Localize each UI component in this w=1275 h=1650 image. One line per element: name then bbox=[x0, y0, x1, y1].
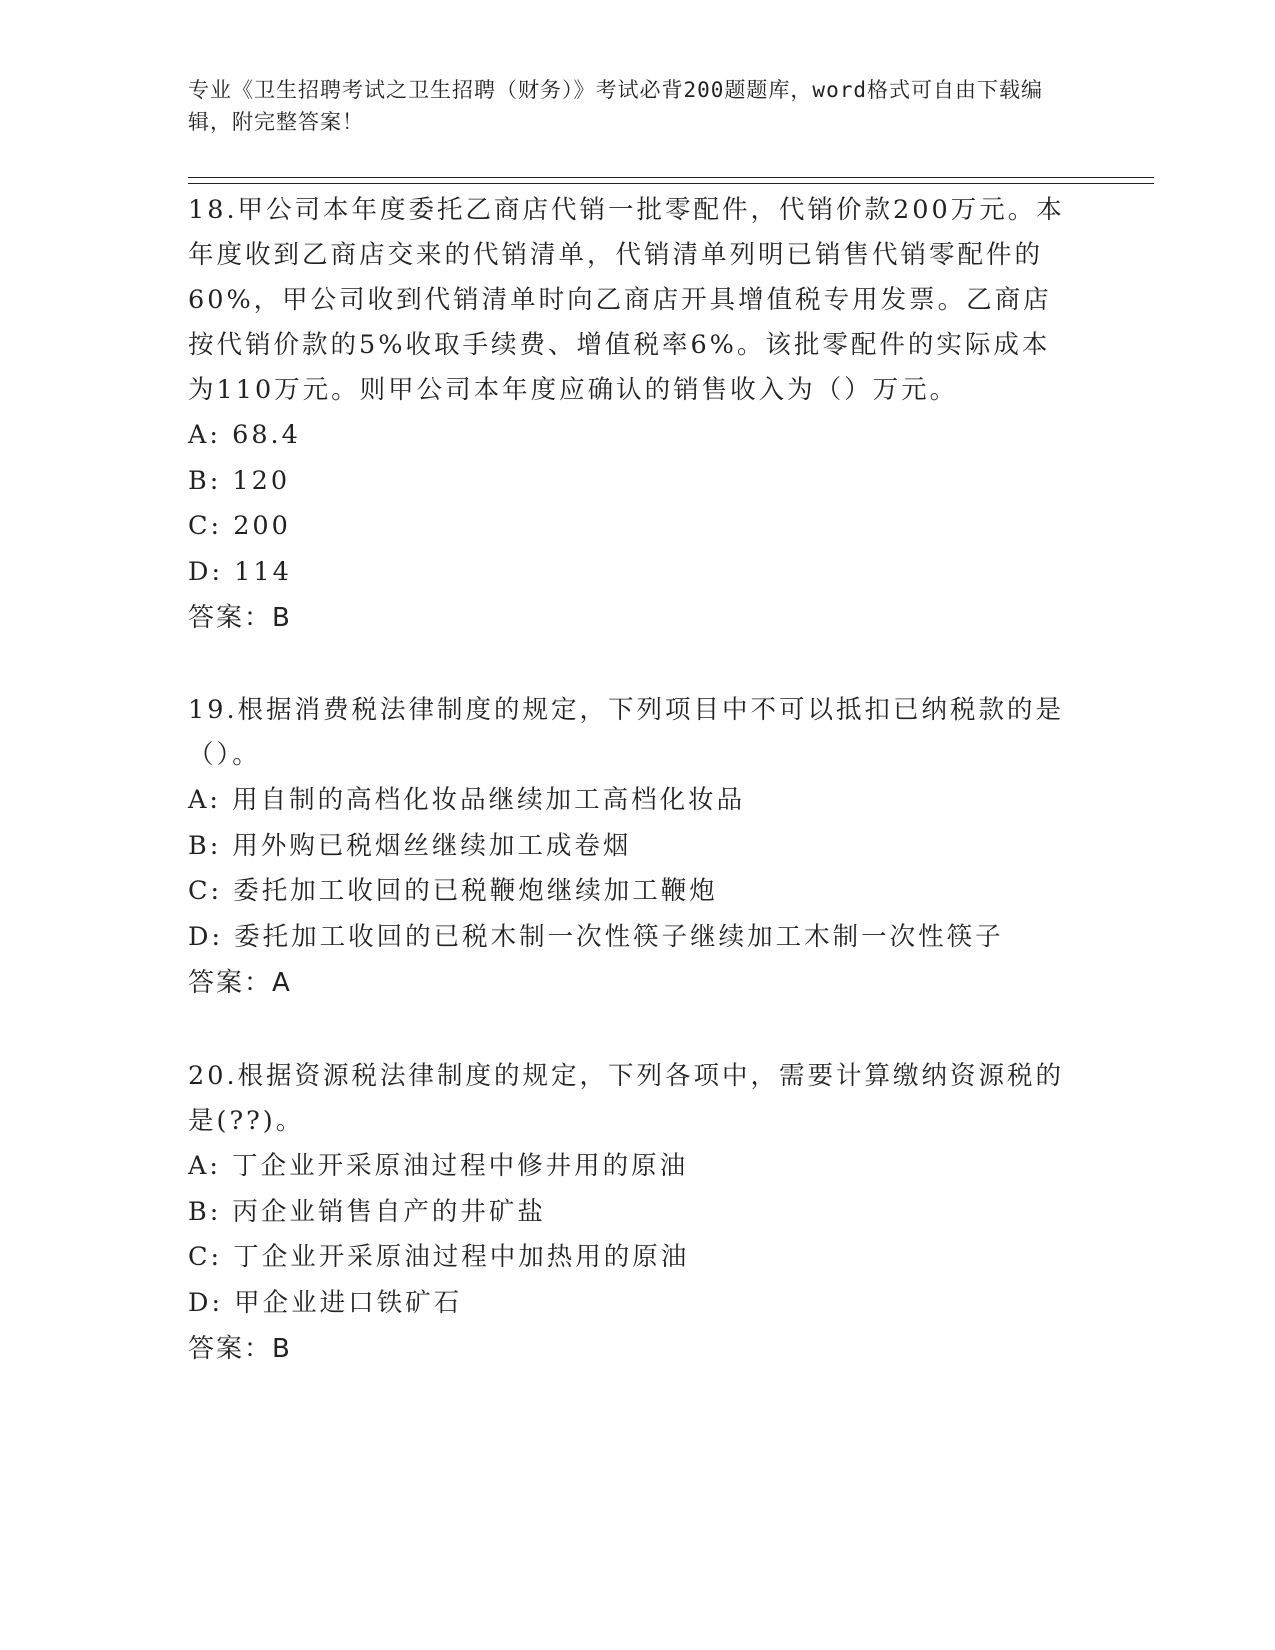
option-c: C: 委托加工收回的已税鞭炮继续加工鞭炮 bbox=[188, 876, 718, 906]
header-divider-top bbox=[188, 177, 1154, 178]
question-stem: 19.根据消费税法律制度的规定，下列项目中不可以抵扣已纳税款的是（）。 bbox=[188, 695, 1065, 770]
answer-line: 答案：A bbox=[188, 968, 292, 998]
answer-line: 答案：B bbox=[188, 1334, 292, 1364]
option-c: C: 200 bbox=[188, 511, 291, 541]
option-a: A: 用自制的高档化妆品继续加工高档化妆品 bbox=[188, 785, 746, 815]
option-a: A: 丁企业开采原油过程中修井用的原油 bbox=[188, 1151, 689, 1181]
header-divider-bottom bbox=[188, 183, 1154, 184]
answer-line: 答案：B bbox=[188, 603, 292, 633]
question-stem: 18.甲公司本年度委托乙商店代销一批零配件，代销价款200万元。本年度收到乙商店交来的代销清单，代销清单列明已销售代销零配件的60%，甲公司收到代销清单时向乙商店开具增值税专用发票。乙商店按代销价款的5%收取手续费、增值税率6%。该批零配件的实际成本为110万元。则甲公司本年度应确认的销售收入为（）万元。 bbox=[188, 195, 1065, 405]
option-d: D: 甲企业进口铁矿石 bbox=[188, 1287, 463, 1318]
question-19 bbox=[188, 688, 1068, 1006]
question-18 bbox=[188, 188, 1068, 641]
option-b: B: 丙企业销售自产的井矿盐 bbox=[188, 1196, 546, 1227]
document-header: 专业《卫生招聘考试之卫生招聘（财务）》考试必背200题题库，word格式可自由下载编辑，附完整答案！ bbox=[188, 78, 1043, 134]
option-a: A: 68.4 bbox=[188, 420, 301, 450]
option-d: D: 委托加工收回的已税木制一次性筷子继续加工木制一次性筷子 bbox=[188, 921, 1004, 952]
option-c: C: 丁企业开采原油过程中加热用的原油 bbox=[188, 1242, 690, 1272]
question-stem: 20.根据资源税法律制度的规定，下列各项中，需要计算缴纳资源税的是(??)。 bbox=[188, 1061, 1065, 1136]
option-b: B: 用外购已税烟丝继续加工成卷烟 bbox=[188, 830, 632, 861]
option-d: D: 114 bbox=[188, 556, 292, 587]
option-b: B: 120 bbox=[188, 465, 291, 496]
question-20 bbox=[188, 1054, 1068, 1372]
